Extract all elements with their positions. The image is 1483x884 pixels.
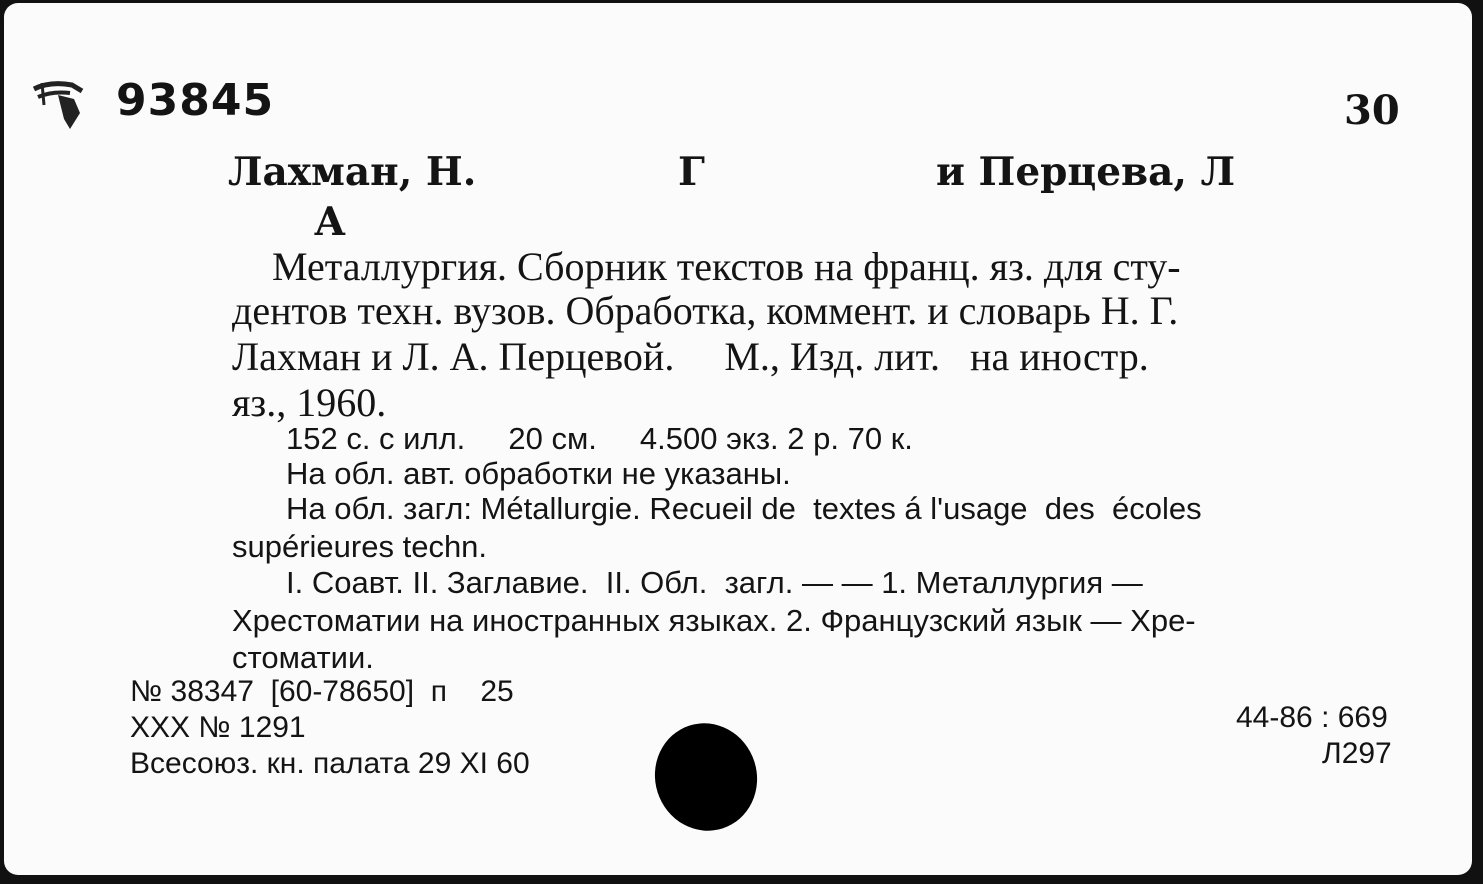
ink-blot bbox=[641, 710, 771, 844]
details-line-1: 152 с. с илл. 20 см. 4.500 экз. 2 р. 70 к. bbox=[286, 421, 913, 456]
card-number: 93845 bbox=[116, 75, 275, 126]
registry-line-3: Всесоюз. кн. палата 29 XI 60 bbox=[130, 747, 530, 780]
author-second: и Перцева, Л bbox=[936, 149, 1236, 195]
registry-line-2: XXX № 1291 bbox=[130, 711, 306, 744]
description-line-1: Металлургия. Сборник текстов на франц. яз. для сту- bbox=[272, 244, 1181, 289]
shelf-mark: Л297 bbox=[1322, 737, 1392, 770]
catalog-card bbox=[4, 3, 1472, 875]
description-line-3: Лахман и Л. А. Перцевой. М., Изд. лит. на иностр. bbox=[232, 334, 1149, 379]
details-line-2: На обл. авт. обработки не указаны. bbox=[286, 456, 791, 491]
author-middle-initial: Г bbox=[678, 149, 705, 195]
author-second-initial: А bbox=[314, 199, 346, 245]
subjects-line-2: Хрестоматии на иностранных языках. 2. Французский язык — Хре- bbox=[232, 603, 1196, 638]
subjects-line-1: I. Соавт. II. Заглавие. II. Обл. загл. — — 1. Металлургия — bbox=[286, 565, 1143, 600]
details-line-3: На обл. загл: Métallurgie. Recueil de textes á l'usage des écoles bbox=[286, 491, 1202, 526]
description-line-4: яз., 1960. bbox=[232, 380, 387, 425]
subjects-line-3: стоматии. bbox=[232, 640, 374, 675]
hand-stamp-icon bbox=[30, 79, 94, 135]
description-line-2: дентов техн. вузов. Обработка, коммент. и словарь Н. Г. bbox=[232, 288, 1179, 333]
corner-number: 30 bbox=[1344, 87, 1400, 134]
author-first: Лахман, Н. bbox=[228, 149, 477, 195]
details-line-4: supérieures techn. bbox=[232, 529, 488, 564]
classification-code: 44-86 : 669 bbox=[1236, 701, 1388, 734]
registry-line-1: № 38347 [60-78650] п 25 bbox=[130, 675, 514, 708]
